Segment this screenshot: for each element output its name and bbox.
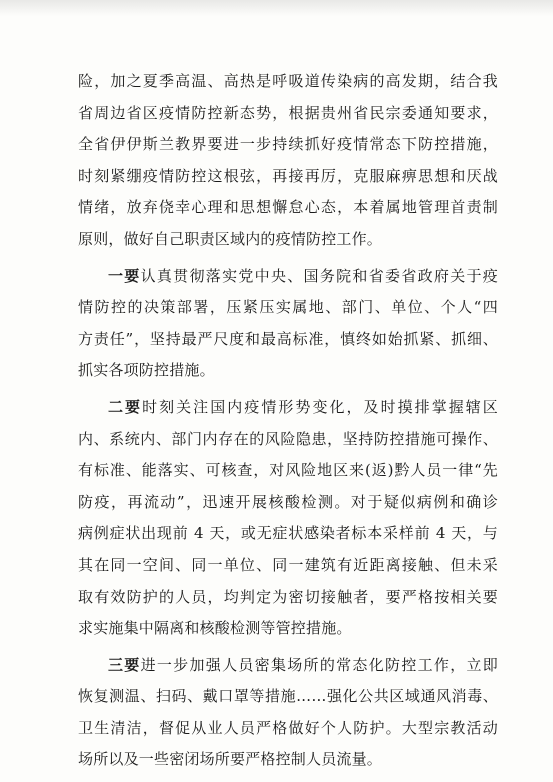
text-line: 求实施集中隔离和核酸检测等管控措施。 [78, 619, 352, 638]
point-three-paragraph [78, 650, 498, 776]
text-line: 方责任”，坚持最严尺度和最高标准，慎终如始抓紧、抓细、 [78, 329, 498, 348]
text-line: 恢复测温、扫码、戴口罩等措施……强化公共区域通风消毒、 [78, 687, 498, 706]
text-line [78, 650, 498, 682]
text-line [78, 392, 498, 424]
text-line: 内、系统内、部门内存在的风险隐患，坚持防控措施可操作、 [78, 429, 498, 448]
text-line: 省周边省区疫情防控新态势，根据贵州省民宗委通知要求， [78, 103, 498, 122]
text-line: 病例症状出现前 4 天，或无症状感染者标本采样前 4 天，与 [78, 524, 498, 543]
point-lead: 三要 [108, 655, 141, 674]
scan-edge-shadow [0, 0, 553, 16]
text-line: 场所以及一些密闭场所要严格控制人员流量。 [78, 750, 383, 769]
text-line: 卫生清洁，督促从业人员严格做好个人防护。大型宗教活动 [78, 718, 498, 737]
text-line: 防疫，再流动”，迅速开展核酸检测。对于疑似病例和确诊 [78, 492, 498, 511]
text-line: 有标准、能落实、可核查，对风险地区来(返)黔人员一律“先 [78, 461, 498, 480]
text-line: 取有效防护的人员，均判定为密切接触者，要严格按相关要 [78, 587, 498, 606]
text-line: 原则，做好自己职责区域内的疫情防控工作。 [78, 229, 383, 248]
point-lead: 一要 [108, 266, 141, 285]
intro-paragraph [78, 66, 498, 256]
text-line [78, 261, 498, 293]
text-line: 抓实各项防控措施。 [78, 361, 215, 380]
point-text: 进一步加强人员密集场所的常态化防控工作，立即 [140, 655, 498, 674]
point-one-paragraph [78, 261, 498, 387]
point-text: 时刻关注国内疫情形势变化，及时摸排掌握辖区 [142, 397, 498, 416]
text-line: 险，加之夏季高温、高热是呼吸道传染病的高发期，结合我 [78, 72, 498, 90]
point-lead: 二要 [108, 397, 143, 416]
document-body [78, 66, 498, 776]
point-two-paragraph [78, 392, 498, 645]
text-line: 其在同一空间、同一单位、同一建筑有近距离接触、但未采 [78, 555, 498, 574]
text-line: 时刻紧绷疫情防控这根弦，再接再厉，克服麻痹思想和厌战 [78, 166, 498, 185]
text-line: 情防控的决策部署，压紧压实属地、部门、单位、个人“四 [78, 298, 498, 317]
text-line: 全省伊伊斯兰教界要进一步持续抓好疫情常态下防控措施， [78, 135, 498, 154]
point-text: 认真贯彻落实党中央、国务院和省委省政府关于疫 [140, 266, 498, 285]
text-line: 情绪，放弃侥幸心理和思想懈怠心态，本着属地管理首责制 [78, 198, 498, 217]
